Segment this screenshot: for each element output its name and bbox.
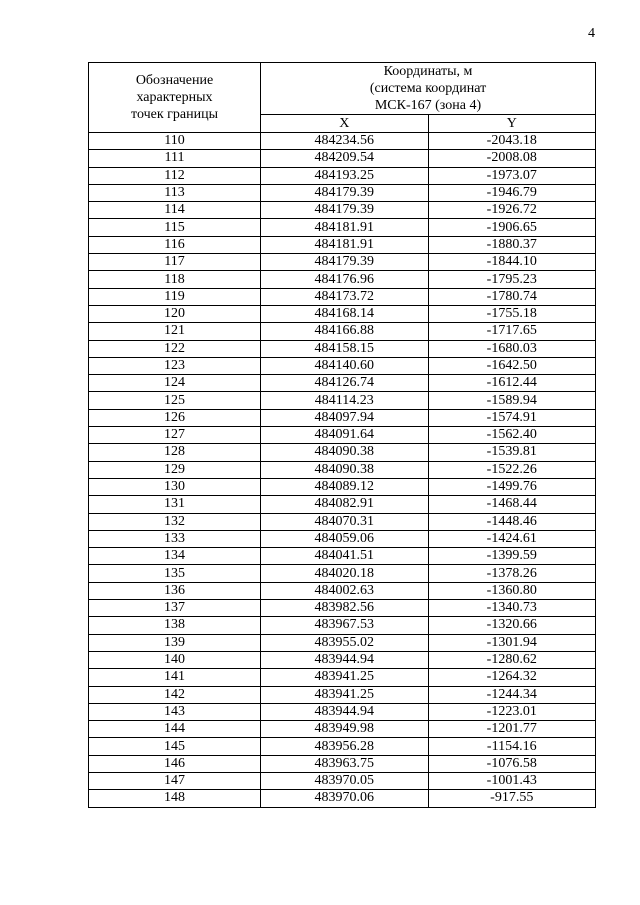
x-coordinate-cell: 484082.91 <box>261 496 429 513</box>
x-coordinate-cell: 484193.25 <box>261 167 429 184</box>
point-id-cell: 142 <box>89 686 261 703</box>
y-coordinate-cell: -1448.46 <box>428 513 596 530</box>
point-id-cell: 135 <box>89 565 261 582</box>
x-coordinate-cell: 483956.28 <box>261 738 429 755</box>
point-id-cell: 136 <box>89 582 261 599</box>
y-coordinate-cell: -1539.81 <box>428 444 596 461</box>
point-id-cell: 122 <box>89 340 261 357</box>
point-id-cell: 145 <box>89 738 261 755</box>
table-row <box>89 582 596 599</box>
y-coordinate-cell: -2043.18 <box>428 133 596 150</box>
header-x: X <box>261 115 429 133</box>
x-coordinate-cell: 484070.31 <box>261 513 429 530</box>
x-coordinate-cell: 483941.25 <box>261 669 429 686</box>
x-coordinate-cell: 483970.06 <box>261 790 429 807</box>
x-coordinate-cell: 483963.75 <box>261 755 429 772</box>
table-row <box>89 184 596 201</box>
y-coordinate-cell: -1780.74 <box>428 288 596 305</box>
header-coords-line: (система координат <box>369 81 487 96</box>
point-id-cell: 117 <box>89 254 261 271</box>
point-id-cell: 139 <box>89 634 261 651</box>
table-row <box>89 669 596 686</box>
table-row <box>89 392 596 409</box>
table-row <box>89 617 596 634</box>
y-coordinate-cell: -1264.32 <box>428 669 596 686</box>
x-coordinate-cell: 484097.94 <box>261 409 429 426</box>
point-id-cell: 113 <box>89 184 261 201</box>
point-id-cell: 140 <box>89 651 261 668</box>
point-id-cell: 115 <box>89 219 261 236</box>
x-coordinate-cell: 483949.98 <box>261 721 429 738</box>
y-coordinate-cell: -1340.73 <box>428 600 596 617</box>
table-row <box>89 738 596 755</box>
point-id-cell: 121 <box>89 323 261 340</box>
table-row <box>89 548 596 565</box>
y-coordinate-cell: -2008.08 <box>428 150 596 167</box>
x-coordinate-cell: 484089.12 <box>261 478 429 495</box>
point-id-cell: 119 <box>89 288 261 305</box>
point-id-cell: 134 <box>89 548 261 565</box>
table-row <box>89 565 596 582</box>
point-id-cell: 128 <box>89 444 261 461</box>
coordinates-table <box>88 62 596 808</box>
table-row <box>89 288 596 305</box>
point-id-cell: 146 <box>89 755 261 772</box>
x-coordinate-cell: 484140.60 <box>261 357 429 374</box>
x-coordinate-cell: 483970.05 <box>261 772 429 789</box>
table-row <box>89 790 596 807</box>
table-row <box>89 478 596 495</box>
table-row <box>89 340 596 357</box>
table-row <box>89 461 596 478</box>
table-row <box>89 444 596 461</box>
table-row <box>89 496 596 513</box>
x-coordinate-cell: 484179.39 <box>261 202 429 219</box>
header-coords-line: МСК-167 (зона 4) <box>374 98 482 113</box>
header-coords-line: Координаты, м <box>383 64 473 79</box>
x-coordinate-cell: 484181.91 <box>261 219 429 236</box>
table-row <box>89 409 596 426</box>
point-id-cell: 129 <box>89 461 261 478</box>
y-coordinate-cell: -1880.37 <box>428 236 596 253</box>
point-id-cell: 132 <box>89 513 261 530</box>
table-row <box>89 357 596 374</box>
x-coordinate-cell: 484209.54 <box>261 150 429 167</box>
x-coordinate-cell: 484090.38 <box>261 444 429 461</box>
table-row <box>89 721 596 738</box>
x-coordinate-cell: 484176.96 <box>261 271 429 288</box>
table-row <box>89 634 596 651</box>
point-id-cell: 124 <box>89 375 261 392</box>
point-id-cell: 111 <box>89 150 261 167</box>
x-coordinate-cell: 484020.18 <box>261 565 429 582</box>
header-point-line: Обозначение <box>135 73 214 88</box>
x-coordinate-cell: 483967.53 <box>261 617 429 634</box>
table-row <box>89 236 596 253</box>
y-coordinate-cell: -1844.10 <box>428 254 596 271</box>
y-coordinate-cell: -1562.40 <box>428 427 596 444</box>
y-coordinate-cell: -1468.44 <box>428 496 596 513</box>
x-coordinate-cell: 484168.14 <box>261 305 429 322</box>
y-coordinate-cell: -1906.65 <box>428 219 596 236</box>
y-coordinate-cell: -1642.50 <box>428 357 596 374</box>
y-coordinate-cell: -1244.34 <box>428 686 596 703</box>
y-coordinate-cell: -1612.44 <box>428 375 596 392</box>
y-coordinate-cell: -1499.76 <box>428 478 596 495</box>
y-coordinate-cell: -1574.91 <box>428 409 596 426</box>
point-id-cell: 147 <box>89 772 261 789</box>
y-coordinate-cell: -1522.26 <box>428 461 596 478</box>
y-coordinate-cell: -1076.58 <box>428 755 596 772</box>
point-id-cell: 131 <box>89 496 261 513</box>
y-coordinate-cell: -1154.16 <box>428 738 596 755</box>
point-id-cell: 137 <box>89 600 261 617</box>
y-coordinate-cell: -1926.72 <box>428 202 596 219</box>
y-coordinate-cell: -1755.18 <box>428 305 596 322</box>
x-coordinate-cell: 483982.56 <box>261 600 429 617</box>
table-row <box>89 427 596 444</box>
x-coordinate-cell: 483941.25 <box>261 686 429 703</box>
x-coordinate-cell: 484059.06 <box>261 530 429 547</box>
table-row <box>89 651 596 668</box>
point-id-cell: 127 <box>89 427 261 444</box>
x-coordinate-cell: 484158.15 <box>261 340 429 357</box>
point-id-cell: 144 <box>89 721 261 738</box>
point-id-cell: 110 <box>89 133 261 150</box>
table-row <box>89 513 596 530</box>
table-row <box>89 600 596 617</box>
point-id-cell: 120 <box>89 305 261 322</box>
x-coordinate-cell: 484090.38 <box>261 461 429 478</box>
x-coordinate-cell: 484002.63 <box>261 582 429 599</box>
header-point-designation <box>89 63 261 133</box>
x-coordinate-cell: 484041.51 <box>261 548 429 565</box>
x-coordinate-cell: 484126.74 <box>261 375 429 392</box>
table-row <box>89 133 596 150</box>
table-row <box>89 686 596 703</box>
y-coordinate-cell: -1320.66 <box>428 617 596 634</box>
table-row <box>89 305 596 322</box>
x-coordinate-cell: 483944.94 <box>261 651 429 668</box>
table-row <box>89 167 596 184</box>
x-coordinate-cell: 484091.64 <box>261 427 429 444</box>
header-point-line: точек границы <box>131 107 218 122</box>
table-body <box>89 133 596 808</box>
y-coordinate-cell: -1399.59 <box>428 548 596 565</box>
y-coordinate-cell: -1424.61 <box>428 530 596 547</box>
y-coordinate-cell: -1795.23 <box>428 271 596 288</box>
table-row <box>89 530 596 547</box>
point-id-cell: 126 <box>89 409 261 426</box>
point-id-cell: 133 <box>89 530 261 547</box>
point-id-cell: 130 <box>89 478 261 495</box>
x-coordinate-cell: 484173.72 <box>261 288 429 305</box>
page-number: 4 <box>588 26 595 41</box>
y-coordinate-cell: -1280.62 <box>428 651 596 668</box>
y-coordinate-cell: -1946.79 <box>428 184 596 201</box>
point-id-cell: 138 <box>89 617 261 634</box>
y-coordinate-cell: -1680.03 <box>428 340 596 357</box>
table-row <box>89 772 596 789</box>
point-id-cell: 114 <box>89 202 261 219</box>
header-coordinates <box>261 63 596 115</box>
table-row <box>89 150 596 167</box>
y-coordinate-cell: -1301.94 <box>428 634 596 651</box>
header-y: Y <box>428 115 596 133</box>
x-coordinate-cell: 484114.23 <box>261 392 429 409</box>
y-coordinate-cell: -1001.43 <box>428 772 596 789</box>
x-coordinate-cell: 484179.39 <box>261 254 429 271</box>
table-row <box>89 254 596 271</box>
y-coordinate-cell: -1717.65 <box>428 323 596 340</box>
point-id-cell: 116 <box>89 236 261 253</box>
header-point-line: характерных <box>136 90 213 105</box>
y-coordinate-cell: -1223.01 <box>428 703 596 720</box>
table-row <box>89 271 596 288</box>
table-row <box>89 219 596 236</box>
y-coordinate-cell: -1973.07 <box>428 167 596 184</box>
point-id-cell: 141 <box>89 669 261 686</box>
point-id-cell: 118 <box>89 271 261 288</box>
x-coordinate-cell: 484234.56 <box>261 133 429 150</box>
point-id-cell: 148 <box>89 790 261 807</box>
y-coordinate-cell: -1360.80 <box>428 582 596 599</box>
table-row <box>89 202 596 219</box>
table-row <box>89 703 596 720</box>
x-coordinate-cell: 484166.88 <box>261 323 429 340</box>
table-row <box>89 375 596 392</box>
table-row <box>89 323 596 340</box>
point-id-cell: 125 <box>89 392 261 409</box>
x-coordinate-cell: 484179.39 <box>261 184 429 201</box>
point-id-cell: 123 <box>89 357 261 374</box>
y-coordinate-cell: -917.55 <box>428 790 596 807</box>
point-id-cell: 143 <box>89 703 261 720</box>
x-coordinate-cell: 484181.91 <box>261 236 429 253</box>
y-coordinate-cell: -1201.77 <box>428 721 596 738</box>
y-coordinate-cell: -1589.94 <box>428 392 596 409</box>
table-row <box>89 755 596 772</box>
x-coordinate-cell: 483955.02 <box>261 634 429 651</box>
x-coordinate-cell: 483944.94 <box>261 703 429 720</box>
y-coordinate-cell: -1378.26 <box>428 565 596 582</box>
point-id-cell: 112 <box>89 167 261 184</box>
